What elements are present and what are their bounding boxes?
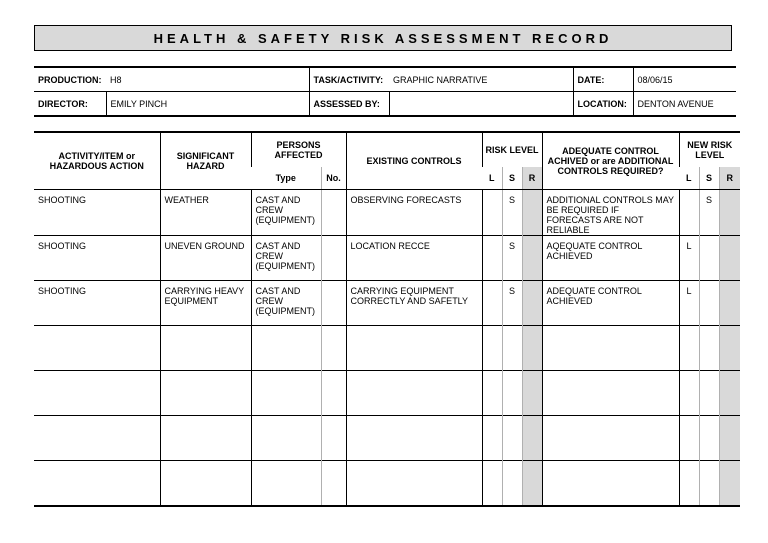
risk-l-cell xyxy=(482,190,502,236)
empty-cell xyxy=(34,416,160,461)
empty-cell xyxy=(542,461,679,507)
empty-cell xyxy=(699,371,719,416)
empty-cell xyxy=(160,416,251,461)
hazard-cell: WEATHER xyxy=(160,190,251,236)
hazard-cell: CARRYING HEAVY EQUIPMENT xyxy=(160,281,251,326)
header-new-risk: NEW RISK LEVEL xyxy=(679,132,740,167)
empty-cell xyxy=(34,371,160,416)
assessed-label: ASSESSED BY: xyxy=(309,92,389,117)
new-l-cell xyxy=(679,190,699,236)
risk-s-cell: S xyxy=(502,190,522,236)
risk-l-cell xyxy=(482,281,502,326)
header-risk-r: R xyxy=(522,167,542,190)
controls-cell: CARRYING EQUIPMENT CORRECTLY AND SAFETLY xyxy=(346,281,482,326)
empty-cell xyxy=(679,371,699,416)
no-cell xyxy=(321,190,346,236)
empty-cell xyxy=(542,326,679,371)
table-row xyxy=(34,281,740,326)
header-persons: PERSONS AFFECTED xyxy=(251,132,346,167)
empty-cell xyxy=(502,416,522,461)
empty-cell xyxy=(482,326,502,371)
empty-cell xyxy=(251,416,321,461)
table-row xyxy=(34,236,740,281)
empty-cell xyxy=(522,371,542,416)
header-risk-s: S xyxy=(502,167,522,190)
type-cell: CAST AND CREW (EQUIPMENT) xyxy=(251,281,321,326)
empty-cell xyxy=(719,371,740,416)
controls-cell: LOCATION RECCE xyxy=(346,236,482,281)
header-hazard: SIGNIFICANT HAZARD xyxy=(160,132,251,190)
no-cell xyxy=(321,236,346,281)
empty-cell xyxy=(160,326,251,371)
table-row xyxy=(34,190,740,236)
empty-cell xyxy=(251,326,321,371)
empty-cell xyxy=(251,371,321,416)
header-type: Type xyxy=(251,167,321,190)
date-label: DATE: xyxy=(573,67,633,92)
new-r-cell xyxy=(719,236,740,281)
info-table xyxy=(34,66,736,117)
new-s-cell xyxy=(699,236,719,281)
empty-cell xyxy=(160,371,251,416)
header-new-r: R xyxy=(719,167,740,190)
hazard-cell: UNEVEN GROUND xyxy=(160,236,251,281)
empty-cell xyxy=(522,416,542,461)
empty-cell xyxy=(679,416,699,461)
adequate-cell: ADDITIONAL CONTROLS MAY BE REQUIRED IF FORECASTS ARE NOT RELIABLE xyxy=(542,190,679,236)
form-title: HEALTH & SAFETY RISK ASSESSMENT RECORD xyxy=(34,25,732,51)
empty-cell xyxy=(699,326,719,371)
empty-cell xyxy=(502,326,522,371)
location-value: DENTON AVENUE xyxy=(633,92,736,117)
activity-cell: SHOOTING xyxy=(34,281,160,326)
empty-cell xyxy=(321,326,346,371)
assessed-value xyxy=(389,92,573,117)
risk-table xyxy=(34,131,740,507)
empty-cell xyxy=(346,461,482,507)
empty-cell xyxy=(699,461,719,507)
risk-r-cell xyxy=(522,190,542,236)
empty-cell xyxy=(482,461,502,507)
empty-cell xyxy=(482,371,502,416)
header-adequate: ADEQUATE CONTROL ACHIVED or are ADDITIONAL CONTROLS REQUIRED? xyxy=(542,132,679,190)
header-risk: RISK LEVEL xyxy=(482,132,542,167)
empty-cell xyxy=(321,371,346,416)
table-row-empty xyxy=(34,326,740,371)
header-new-s: S xyxy=(699,167,719,190)
activity-cell: SHOOTING xyxy=(34,236,160,281)
empty-cell xyxy=(160,461,251,507)
type-cell: CAST AND CREW (EQUIPMENT) xyxy=(251,236,321,281)
empty-cell xyxy=(719,326,740,371)
empty-cell xyxy=(321,461,346,507)
risk-r-cell xyxy=(522,281,542,326)
risk-s-cell: S xyxy=(502,236,522,281)
director-value: EMILY PINCH xyxy=(106,92,309,117)
empty-cell xyxy=(699,416,719,461)
empty-cell xyxy=(34,326,160,371)
empty-cell xyxy=(321,416,346,461)
empty-cell xyxy=(679,326,699,371)
empty-cell xyxy=(34,461,160,507)
empty-cell xyxy=(346,416,482,461)
adequate-cell: AQEQUATE CONTROL ACHIEVED xyxy=(542,236,679,281)
table-row-empty xyxy=(34,416,740,461)
risk-s-cell: S xyxy=(502,281,522,326)
empty-cell xyxy=(522,461,542,507)
type-cell: CAST AND CREW (EQUIPMENT) xyxy=(251,190,321,236)
header-controls: EXISTING CONTROLS xyxy=(346,132,482,190)
location-label: LOCATION: xyxy=(573,92,633,117)
header-activity: ACTIVITY/ITEM or HAZARDOUS ACTION xyxy=(49,151,144,171)
empty-cell xyxy=(522,326,542,371)
director-label: DIRECTOR: xyxy=(34,92,106,117)
new-l-cell: L xyxy=(679,281,699,326)
empty-cell xyxy=(542,416,679,461)
empty-cell xyxy=(679,461,699,507)
empty-cell xyxy=(482,416,502,461)
empty-cell xyxy=(502,371,522,416)
empty-cell xyxy=(719,461,740,507)
new-l-cell: L xyxy=(679,236,699,281)
production-label: PRODUCTION: xyxy=(38,74,102,85)
task-label: TASK/ACTIVITY: xyxy=(309,67,389,92)
table-row-empty xyxy=(34,371,740,416)
activity-cell: SHOOTING xyxy=(34,190,160,236)
empty-cell xyxy=(251,461,321,507)
production-value: H8 xyxy=(110,74,122,85)
empty-cell xyxy=(346,326,482,371)
no-cell xyxy=(321,281,346,326)
empty-cell xyxy=(346,371,482,416)
header-new-l: L xyxy=(679,167,699,190)
risk-l-cell xyxy=(482,236,502,281)
new-s-cell xyxy=(699,281,719,326)
empty-cell xyxy=(502,461,522,507)
risk-r-cell xyxy=(522,236,542,281)
empty-cell xyxy=(719,416,740,461)
header-no: No. xyxy=(321,167,346,190)
empty-cell xyxy=(542,371,679,416)
new-r-cell xyxy=(719,190,740,236)
new-r-cell xyxy=(719,281,740,326)
task-value: GRAPHIC NARRATIVE xyxy=(393,74,488,85)
new-s-cell: S xyxy=(699,190,719,236)
adequate-cell: ADEQUATE CONTROL ACHIEVED xyxy=(542,281,679,326)
date-value: 08/06/15 xyxy=(633,67,736,92)
controls-cell: OBSERVING FORECASTS xyxy=(346,190,482,236)
header-risk-l: L xyxy=(482,167,502,190)
table-row-empty xyxy=(34,461,740,507)
